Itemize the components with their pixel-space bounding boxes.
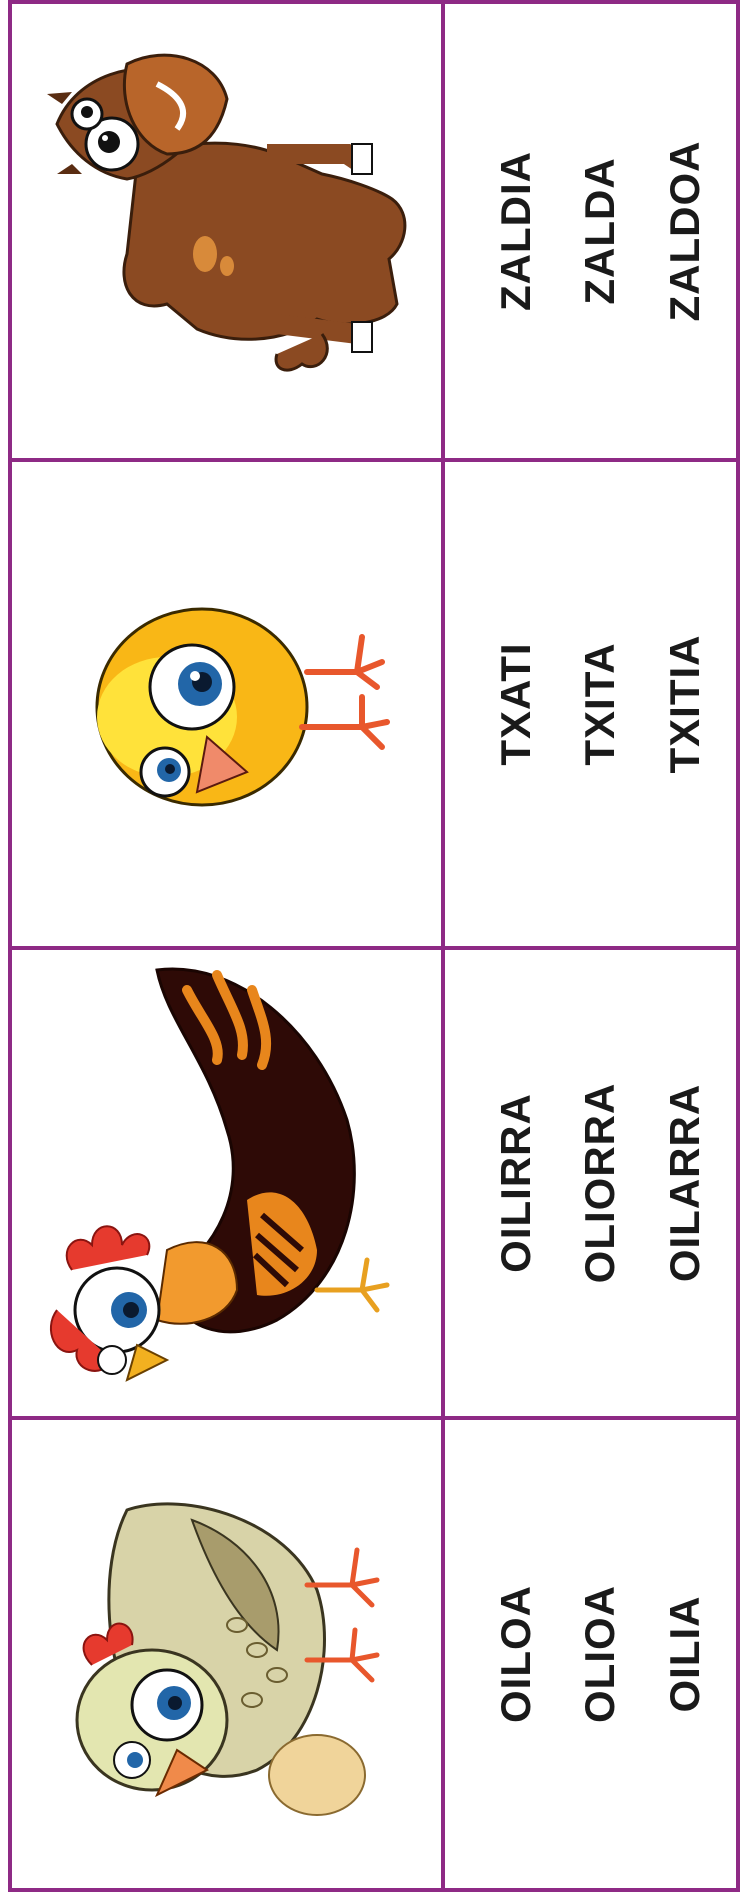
chick-icon [17,462,437,946]
card-rooster [12,950,736,1416]
card-hen [12,1420,736,1888]
word-option[interactable]: OILIRRA [492,1093,539,1273]
card-horse [12,4,736,458]
hen-picture [12,1420,441,1888]
word-options [457,1420,736,1888]
rooster-picture [12,950,441,1416]
chick-picture [12,462,441,946]
card-chick [12,462,736,946]
word-option[interactable]: TXITA [576,642,623,766]
word-options [457,950,736,1416]
word-options [457,4,736,458]
word-option[interactable]: OLIOA [576,1585,623,1723]
rooster-icon [17,950,437,1416]
word-option[interactable]: OILOA [492,1585,539,1723]
horse-icon [17,4,437,458]
word-option[interactable]: OLIORRA [576,1082,623,1284]
word-option[interactable]: ZALDIA [492,151,539,311]
word-option[interactable]: TXITIA [661,634,708,774]
horse-picture [12,4,441,458]
word-option[interactable]: TXATI [492,642,539,766]
word-option[interactable]: OILIA [661,1595,708,1713]
word-option[interactable]: ZALDOA [661,140,708,322]
word-options [457,462,736,946]
hen-icon [17,1420,437,1888]
word-option[interactable]: OILARRA [661,1083,708,1283]
word-option[interactable]: ZALDA [576,157,623,305]
